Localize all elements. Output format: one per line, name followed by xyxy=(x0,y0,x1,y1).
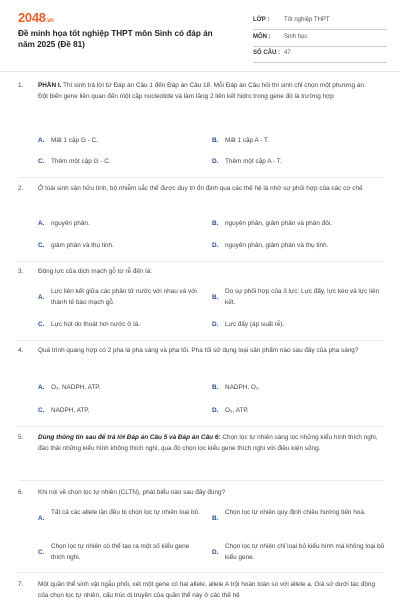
question-number: 6. xyxy=(18,489,24,496)
document-header xyxy=(0,0,400,66)
part-heading: PHẦN I. xyxy=(38,82,62,89)
question-1 xyxy=(18,81,384,102)
header-divider xyxy=(0,71,400,72)
meta-subject: MÔN : Sinh học xyxy=(253,30,387,47)
question-text: Ở loài sinh sản hữu tính, bộ nhiễm sắc thể được duy trì ổn định qua các thế hệ là nhờ sự phối hợp của các cơ chế xyxy=(38,185,363,192)
question-number: 1. xyxy=(18,82,24,89)
question-divider xyxy=(18,480,384,481)
question-text: Đột biến gene liên quan đến một cặp nucleotide và làm tăng 2 liên kết hidro trong gene đó là trường hợp xyxy=(38,92,334,100)
question-4 xyxy=(18,346,384,357)
meta-question-count: SỐ CÂU : 47 xyxy=(253,46,387,63)
question-2 xyxy=(18,184,384,195)
question-number: 5. xyxy=(18,434,24,441)
question-6 xyxy=(18,488,384,499)
question-divider xyxy=(18,261,384,262)
page: 2048.vn Đề minh họa tốt nghiệp THPT môn Sinh có đáp án năm 2025 (Đề 81) LỚP : Tốt nghiệp THPT MÔN : Sinh học SỐ CÂU : 47 1. PHẦN I. Thí sinh trả lời từ Đáp án Câu 1 đến Đáp án Câu 18. Mỗi Đáp án Câu hỏi thí sinh chỉ chọn một phương án. Đột biến gene liên quan đến một cặp nucleotide và làm tăng 2 liên kết hidro trong gene đó là trường hợp A. Mất 1 cặp G - C. B. Mất 1 cặp A - T. C. Thêm một cặp G - C. D. Thêm một cặp A - T. 2. Ở loài sinh sản hữu tính, bộ nhiễm sắc thể được duy trì ổn định qua các thế hệ là nhờ sự phối hợp của các cơ chế A. nguyên phân. B. nguyên phân, giảm phân và phân đôi. C. giảm phân và thụ tinh. D. nguyên phân, giảm phân và thụ tinh. 3. Động lực của dịch mạch gỗ từ rễ đến lá: A. Lực liên kết giữa các phân tử nước với nhau và với thành tế bào mạch gỗ. B. Do sự phối hợp của 3 lực: Lực đẩy, lực kéo và lực liên kết. C. Lực hút do thoát hơi nước ở lá. D. Lực đẩy (áp suất rễ). 4. Quá trình quang hợp có 2 pha là pha sáng và pha tối. Pha tối sử dụng loại sản phẩm nào sau đây của pha sáng? A. O₂, NADPH, ATP. B. NADPH, O₂. C. NADPH, ATP. D. O₂, ATP. 5. Dùng thông tin sau để trả lời Đáp án Câu 5 và Đáp án Câu 6: Chọn lọc tự nhiên sàng lọc những kiểu hình thích nghi, đào thải những kiểu hình không thích nghi, qua đó chọn lọc kiểu gene thích nghi với điều kiện sống. 6. Khi nói về chọn lọc tự nhiên (CLTN), phát biểu nào sau đây đúng? A. Tất cả các allele lặn đều bị chọn lọc tự nhiên loại bỏ. B. Chọn lọc tự nhiên quy định chiều hướng tiến hoá. C. Chọn lọc tự nhiên có thể tạo ra một số kiểu gene thích nghi. D. Chọn lọc tự nhiên chỉ loại bỏ kiểu hình mà không loại bỏ kiểu gene. 7. Một quần thể sinh vật ngẫu phối, xét một gene có hai allele, allele A trội hoàn toàn so với allele a. Giả sử dưới tác động của chọn lọc tự nhiên, cấu trúc di truyền của quần thể này ở các thế hệ xyxy=(0,0,400,600)
question-text: Chọn lọc tự nhiên sàng lọc những kiểu hình thích nghi, đào thải những kiểu hình không thích nghi, qua đó chọn lọc kiểu gene thích nghi với điều kiện sống. xyxy=(38,434,378,452)
question-number: 2. xyxy=(18,185,24,192)
meta-class: LỚP : Tốt nghiệp THPT xyxy=(253,13,387,30)
question-5 xyxy=(18,433,384,454)
question-text: Quá trình quang hợp có 2 pha là pha sáng và pha tối. Pha tối sử dụng loại sản phẩm nào sau đây của pha sáng? xyxy=(38,347,359,354)
question-divider xyxy=(18,340,384,341)
question-divider xyxy=(18,426,384,427)
question-number: 7. xyxy=(18,581,24,588)
question-number: 4. xyxy=(18,347,24,354)
question-text: Động lực của dịch mạch gỗ từ rễ đến lá: xyxy=(38,268,153,275)
question-number: 3. xyxy=(18,268,24,275)
question-divider xyxy=(18,572,384,573)
question-7 xyxy=(18,580,384,600)
question-divider xyxy=(18,177,384,178)
part-intro: Thí sinh trả lời từ Đáp án Câu 1 đến Đáp án Câu 18. Mỗi Đáp án Câu hỏi thí sinh chỉ chọn một phương án. xyxy=(61,82,366,89)
document-title: Đề minh họa tốt nghiệp THPT môn Sinh có đáp án năm 2025 (Đề 81) xyxy=(18,29,213,49)
site-logo[interactable]: 2048.vn xyxy=(18,10,54,25)
question-3 xyxy=(18,267,384,278)
question-text: Một quần thể sinh vật ngẫu phối, xét một gene có hai allele, allele A trội hoàn toàn so với allele a. Giả sử dưới tác động của chọn lọc tự nhiên, cấu trúc di truyền của quần thể này ở các thế hệ xyxy=(38,581,376,599)
question-text: Khi nói về chọn lọc tự nhiên (CLTN), phát biểu nào sau đây đúng? xyxy=(38,489,226,496)
shared-info-note: Dùng thông tin sau để trả lời Đáp án Câu 5 và Đáp án Câu 6: xyxy=(38,434,221,441)
